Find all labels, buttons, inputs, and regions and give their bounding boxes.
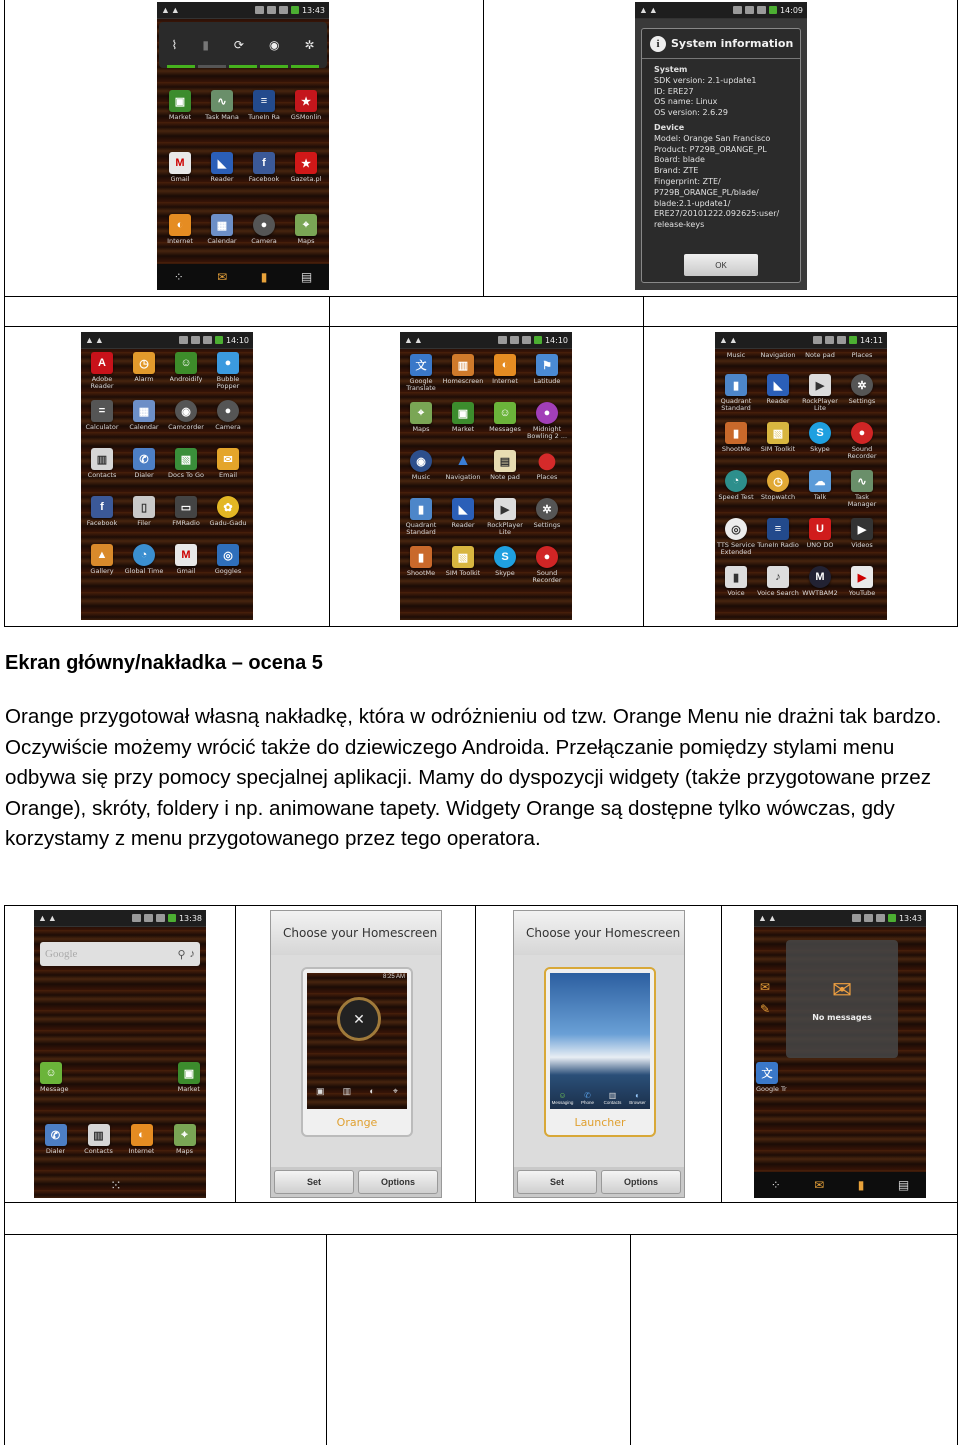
- app-message[interactable]: ☺ Message: [40, 1062, 93, 1100]
- app-gazeta[interactable]: ★ Gazeta.pl: [285, 152, 327, 190]
- app-shootme[interactable]: ▮ ShootMe: [400, 546, 442, 584]
- note-icon[interactable]: ▤: [300, 270, 313, 284]
- app-gadu-gadu[interactable]: ✿ Gadu-Gadu: [207, 496, 249, 534]
- info-line: Fingerprint: ZTE/: [654, 176, 721, 186]
- power-control-widget: [159, 22, 327, 68]
- info-line: SDK version: 2.1-update1: [654, 75, 757, 85]
- screenshot-home-widget: [157, 2, 329, 290]
- info-line: OS name: Linux: [654, 97, 718, 107]
- table-line: [4, 296, 958, 297]
- internet-icon: ◐: [169, 214, 191, 236]
- side-shortcuts: [760, 980, 770, 1016]
- internet-icon: ◐: [131, 1124, 153, 1146]
- apps-icon[interactable]: ⁘: [770, 1178, 781, 1192]
- app-shootme[interactable]: ▮ ShootMe: [715, 422, 757, 460]
- app-skype[interactable]: S Skype: [799, 422, 841, 460]
- app-grid: [715, 374, 883, 604]
- app-videos[interactable]: ▶ Videos: [841, 518, 883, 556]
- battery-icon: [888, 914, 896, 922]
- app-wwtbam[interactable]: M WWTBAM2: [799, 566, 841, 604]
- app-internet[interactable]: ◐ Internet: [120, 1124, 163, 1162]
- app-camera[interactable]: ● Camera: [243, 214, 285, 252]
- gmail-icon: M: [175, 544, 197, 566]
- app-reader[interactable]: ◣ Reader: [442, 498, 484, 536]
- app-voice-search[interactable]: ♪ Voice Search: [757, 566, 799, 604]
- set-button[interactable]: Set: [517, 1170, 597, 1194]
- status-bar: [400, 332, 572, 349]
- bluetooth-icon[interactable]: ▮: [202, 38, 209, 52]
- table-line: [4, 626, 958, 627]
- status-bar: [81, 332, 253, 349]
- warning-icon: ▲▲: [404, 335, 424, 345]
- app-filer[interactable]: ▯ Filer: [123, 496, 165, 534]
- homescreen-icon: ▥: [452, 354, 474, 376]
- internet-icon: ◐: [494, 354, 516, 376]
- app-midnight-bowling[interactable]: ● Midnight Bowling 2 ...: [526, 402, 568, 440]
- screenshot-app-drawer-1: [81, 332, 253, 620]
- app-docs-to-go[interactable]: ▧ Docs To Go: [165, 448, 207, 486]
- speedometer-icon: ◔: [725, 470, 747, 492]
- status-time: 14:10: [225, 335, 249, 345]
- tunein-icon: ≡: [253, 90, 275, 112]
- info-line: ID: ERE27: [654, 86, 694, 96]
- docs-to-go-icon: ▧: [175, 448, 197, 470]
- videos-icon: ▶: [851, 518, 873, 540]
- battery-icon: [534, 336, 542, 344]
- set-button[interactable]: Set: [274, 1170, 354, 1194]
- app-youtube[interactable]: ▶ YouTube: [841, 566, 883, 604]
- edit-icon[interactable]: ✎: [760, 1002, 771, 1016]
- camera-icon: ●: [253, 214, 275, 236]
- app-sound-recorder[interactable]: ● Sound Recorder: [841, 422, 883, 460]
- mini-time: 8:25 AM: [382, 974, 405, 980]
- partial-label: Music: [726, 352, 746, 359]
- status-time: 14:10: [544, 335, 568, 345]
- section-system: System: [654, 65, 688, 74]
- dock: [754, 1172, 926, 1198]
- app-contacts[interactable]: ▥ Contacts: [77, 1124, 120, 1162]
- status-bar: [34, 910, 206, 927]
- table-line: [4, 1202, 958, 1203]
- places-icon: ⬤: [538, 453, 556, 470]
- wwtbam-icon: M: [809, 566, 831, 588]
- table-line: [630, 1234, 631, 1445]
- app-goggles[interactable]: ◎ Goggles: [207, 544, 249, 582]
- status-bar: [715, 332, 887, 349]
- app-voice[interactable]: ▮ Voice: [715, 566, 757, 604]
- voice-icon: ▮: [725, 566, 747, 588]
- uno-icon: U: [809, 518, 831, 540]
- tunein-icon: ≡: [767, 518, 789, 540]
- goggles-icon: ◎: [217, 544, 239, 566]
- table-line: [4, 1234, 958, 1235]
- app-latitude[interactable]: ⚑ Latitude: [526, 354, 568, 392]
- dock: [157, 264, 329, 290]
- screenshot-app-drawer-3: [715, 332, 887, 620]
- status-bar: [157, 2, 329, 19]
- warning-icon: ▲▲: [38, 913, 58, 923]
- sim-toolkit-icon: ▧: [452, 546, 474, 568]
- no-messages-text: No messages: [812, 1013, 872, 1022]
- screenshot-app-drawer-2: [400, 332, 572, 620]
- tts-icon: ◎: [725, 518, 747, 540]
- status-bar: [635, 2, 807, 19]
- warning-icon: ▲▲: [639, 5, 659, 15]
- adobe-reader-icon: A: [91, 352, 113, 374]
- app-note-pad[interactable]: ▤ Note pad: [484, 450, 526, 488]
- table-line: [4, 0, 5, 627]
- battery-icon: [215, 336, 223, 344]
- quadrant-icon: ▮: [725, 374, 747, 396]
- music-icon: ◉: [410, 450, 432, 472]
- phone-icon[interactable]: ▮: [857, 1178, 865, 1192]
- app-rockplayer[interactable]: ▶ RockPlayer Lite: [799, 374, 841, 412]
- app-internet[interactable]: ◐ Internet: [484, 354, 526, 392]
- phone-icon[interactable]: ▮: [260, 270, 268, 284]
- app-quadrant[interactable]: ▮ Quadrant Standard: [715, 374, 757, 412]
- app-facebook[interactable]: f Facebook: [243, 152, 285, 190]
- table-line: [329, 296, 330, 626]
- microphone-icon: ●: [851, 422, 873, 444]
- preview-card-orange[interactable]: 8:25 AM ✕ ▣ ▥ ◐ ⌖ Orange: [301, 967, 413, 1137]
- dialog-title: System information: [671, 37, 794, 50]
- info-line: Product: P729B_ORANGE_PL: [654, 144, 767, 154]
- translate-icon: 文: [410, 354, 432, 376]
- alarm-icon: ◷: [133, 352, 155, 374]
- app-music[interactable]: ◉ Music: [400, 450, 442, 488]
- settings-icon: ✲: [851, 374, 873, 396]
- fmradio-icon: ▭: [175, 496, 197, 518]
- screenshot-homescreen-chooser-orange: [270, 910, 442, 1198]
- reader-icon: ◣: [452, 498, 474, 520]
- app-adobe-reader[interactable]: A Adobe Reader: [81, 352, 123, 390]
- partial-label: Note pad: [805, 352, 835, 359]
- navigation-icon: ▲: [455, 452, 471, 469]
- app-sim-toolkit[interactable]: ▧ SIM Toolkit: [757, 422, 799, 460]
- app-grid: [400, 354, 568, 584]
- shortcut-row-2: [34, 1124, 206, 1162]
- warning-icon: ▲▲: [719, 335, 739, 345]
- microphone-icon: ●: [536, 546, 558, 568]
- warning-icon: ▲▲: [758, 913, 778, 923]
- info-icon: i: [650, 36, 666, 52]
- rockplayer-icon: ▶: [809, 374, 831, 396]
- app-maps[interactable]: ⌖ Maps: [400, 402, 442, 440]
- mail-icon[interactable]: ✉: [217, 270, 228, 284]
- section-device: Device: [654, 122, 685, 132]
- search-icon[interactable]: ⚲: [177, 948, 186, 961]
- clock-icon: ✕: [337, 997, 381, 1041]
- envelope-icon: ✉: [831, 977, 853, 1004]
- partial-label: Places: [851, 352, 873, 359]
- notepad-icon: ▤: [494, 450, 516, 472]
- bubble-popper-icon: ●: [217, 352, 239, 374]
- mini-label: Browser: [629, 1100, 646, 1105]
- market-icon: ▣: [169, 90, 191, 112]
- app-dialer[interactable]: ✆ Dialer: [123, 448, 165, 486]
- ok-button[interactable]: OK: [684, 254, 758, 276]
- gsmonline-icon: ★: [295, 90, 317, 112]
- bowling-icon: ●: [536, 402, 558, 424]
- facebook-icon: f: [91, 496, 113, 518]
- app-maps[interactable]: ⌖ Maps: [285, 214, 327, 252]
- app-sim-toolkit[interactable]: ▧ SIM Toolkit: [442, 546, 484, 584]
- market-icon: ▣: [452, 402, 474, 424]
- quadrant-icon: ▮: [410, 498, 432, 520]
- search-input[interactable]: Google: [45, 948, 78, 960]
- contacts-icon: ▥: [88, 1124, 110, 1146]
- info-line: blade:2.1-update1/: [654, 198, 731, 208]
- chooser-title: Choose your Homescreen: [271, 911, 441, 955]
- task-manager-icon: ∿: [851, 470, 873, 492]
- app-alarm[interactable]: ◷ Alarm: [123, 352, 165, 390]
- translate-icon: 文: [756, 1062, 778, 1084]
- shootme-icon: ▮: [725, 422, 747, 444]
- app-google-translate[interactable]: 文 Google Translate: [400, 354, 442, 392]
- market-icon: ▣: [178, 1062, 200, 1084]
- dialer-icon: ✆: [133, 448, 155, 470]
- screenshot-homescreen-chooser-launcher: [513, 910, 685, 1198]
- preview-card-launcher[interactable]: ☺ Messaging ✆ Phone ▥ Contacts ◐ Browser Launcher: [544, 967, 656, 1137]
- table-line: [4, 905, 5, 1445]
- note-icon[interactable]: ▤: [897, 1178, 910, 1192]
- maps-icon: ⌖: [410, 402, 432, 424]
- status-time: 13:43: [898, 913, 922, 923]
- button-row: [514, 1167, 684, 1197]
- section-heading: Ekran główny/nakładka – ocena 5: [5, 652, 323, 674]
- info-line: Model: Orange San Francisco: [654, 133, 771, 143]
- reader-icon: ◣: [767, 374, 789, 396]
- shortcut-row-1: [40, 1062, 200, 1100]
- table-line: [643, 296, 644, 626]
- gallery-icon: ▲: [91, 544, 113, 566]
- google-search-widget[interactable]: [40, 942, 200, 966]
- calendar-icon: ▦: [133, 400, 155, 422]
- preview-caption: Launcher: [574, 1116, 626, 1129]
- mic-icon[interactable]: ♪: [189, 948, 195, 960]
- table-line: [326, 1234, 327, 1445]
- app-tunein[interactable]: ≡ TuneIn Ra: [243, 90, 285, 128]
- app-market[interactable]: ▣ Market: [147, 1062, 200, 1100]
- app-settings[interactable]: ✲ Settings: [841, 374, 883, 412]
- sim-toolkit-icon: ▧: [767, 422, 789, 444]
- warning-icon: ▲▲: [85, 335, 105, 345]
- info-line: ERE27/20101222.092625:user/: [654, 209, 780, 219]
- app-calendar[interactable]: ▦ Calendar: [201, 214, 243, 252]
- app-grid: [159, 90, 327, 252]
- app-maps[interactable]: ⌖ Maps: [163, 1124, 206, 1162]
- app-email[interactable]: ✉ Email: [207, 448, 249, 486]
- rockplayer-icon: ▶: [494, 498, 516, 520]
- filer-icon: ▯: [133, 496, 155, 518]
- info-line: Brand: ZTE: [654, 166, 699, 176]
- app-tts-service[interactable]: ◎ TTS Service Extended: [715, 518, 757, 556]
- table-line: [957, 0, 958, 627]
- button-row: [271, 1167, 441, 1197]
- app-contacts[interactable]: ▥ Contacts: [81, 448, 123, 486]
- screenshot-messages-widget: [754, 910, 926, 1198]
- app-androidify[interactable]: ☺ Androidify: [165, 352, 207, 390]
- messages-icon: ☺: [494, 402, 516, 424]
- battery-icon: [291, 6, 299, 14]
- warning-icon: ▲▲: [161, 5, 181, 15]
- talk-icon: ☁: [809, 470, 831, 492]
- facebook-icon: f: [253, 152, 275, 174]
- app-quadrant[interactable]: ▮ Quadrant Standard: [400, 498, 442, 536]
- app-skype[interactable]: S Skype: [484, 546, 526, 584]
- app-internet[interactable]: ◐ Internet: [159, 214, 201, 252]
- global-time-icon: ◔: [133, 544, 155, 566]
- stopwatch-icon: ◷: [767, 470, 789, 492]
- maps-icon: ⌖: [174, 1124, 196, 1146]
- apps-icon[interactable]: ⁘: [173, 270, 184, 284]
- screenshot-home-screen: [34, 910, 206, 1198]
- app-homescreen[interactable]: ▥ Homescreen: [442, 354, 484, 392]
- app-messages[interactable]: ☺ Messages: [484, 402, 526, 440]
- app-stopwatch[interactable]: ◷ Stopwatch: [757, 470, 799, 508]
- wifi-icon[interactable]: ⌇: [171, 38, 178, 52]
- app-rockplayer[interactable]: ▶ RockPlayer Lite: [484, 498, 526, 536]
- app-speed-test[interactable]: ◔ Speed Test: [715, 470, 757, 508]
- app-market[interactable]: ▣ Market: [442, 402, 484, 440]
- app-global-time[interactable]: ◔ Global Time: [123, 544, 165, 582]
- chooser-title: Choose your Homescreen: [514, 911, 684, 955]
- youtube-icon: ▶: [851, 566, 873, 588]
- dialer-icon: ✆: [45, 1124, 67, 1146]
- sync-icon[interactable]: ⟳: [233, 38, 244, 52]
- status-bar: [754, 910, 926, 927]
- app-tunein-radio[interactable]: ≡ TuneIn Radio: [757, 518, 799, 556]
- camcorder-icon: ◉: [175, 400, 197, 422]
- info-line: release-keys: [654, 220, 705, 230]
- gmail-icon: M: [169, 152, 191, 174]
- app-task-manager[interactable]: ∿ Task Manager: [841, 470, 883, 508]
- table-line: [4, 326, 958, 327]
- app-uno-do[interactable]: U UNO DO: [799, 518, 841, 556]
- app-facebook[interactable]: f Facebook: [81, 496, 123, 534]
- microphone-icon: ♪: [767, 566, 789, 588]
- system-info-dialog: [641, 28, 801, 283]
- shootme-icon: ▮: [410, 546, 432, 568]
- status-time: 14:11: [859, 335, 883, 345]
- table-line: [483, 0, 484, 296]
- task-manager-icon: ∿: [211, 90, 233, 112]
- app-gallery[interactable]: ▲ Gallery: [81, 544, 123, 582]
- app-reader[interactable]: ◣ Reader: [201, 152, 243, 190]
- app-gsmonline[interactable]: ★ GSMonlin: [285, 90, 327, 128]
- app-navigation[interactable]: ▲ Navigation: [445, 452, 481, 481]
- calendar-icon: ▦: [211, 214, 233, 236]
- app-camcorder[interactable]: ◉ Camcorder: [165, 400, 207, 438]
- info-line: P729B_ORANGE_PL/blade/: [654, 187, 759, 197]
- androidify-icon: ☺: [175, 352, 197, 374]
- app-grid: [81, 352, 249, 582]
- app-task-manager[interactable]: ∿ Task Mana: [201, 90, 243, 128]
- settings-icon: ✲: [536, 498, 558, 520]
- brightness-icon[interactable]: ✲: [304, 38, 315, 52]
- preview-caption: Orange: [336, 1116, 378, 1129]
- app-talk[interactable]: ☁ Talk: [799, 470, 841, 508]
- status-time: 13:38: [178, 913, 202, 923]
- latitude-icon: ⚑: [536, 354, 558, 376]
- app-fmradio[interactable]: ▭ FMRadio: [165, 496, 207, 534]
- skype-icon: S: [809, 422, 831, 444]
- app-calculator[interactable]: = Calculator: [81, 400, 123, 438]
- table-line: [4, 905, 958, 906]
- app-gmail[interactable]: M Gmail: [165, 544, 207, 582]
- skype-icon: S: [494, 546, 516, 568]
- messages-widget[interactable]: [786, 940, 898, 1058]
- app-google-translate[interactable]: 文 Google Tr: [756, 1062, 787, 1100]
- dialog-body: [642, 59, 800, 237]
- maps-icon: ⌖: [295, 214, 317, 236]
- table-line: [721, 905, 722, 1203]
- table-line: [235, 905, 236, 1203]
- battery-icon: [769, 6, 777, 14]
- app-reader[interactable]: ◣ Reader: [757, 374, 799, 412]
- gazeta-icon: ★: [295, 152, 317, 174]
- info-line: OS version: 2.6.29: [654, 108, 728, 118]
- email-icon: ✉: [217, 448, 239, 470]
- app-calendar[interactable]: ▦ Calendar: [123, 400, 165, 438]
- partial-label: Navigation: [760, 352, 796, 359]
- gadu-gadu-icon: ✿: [217, 496, 239, 518]
- battery-icon: [168, 914, 176, 922]
- mail-icon[interactable]: ✉: [760, 980, 771, 994]
- contacts-icon: ▥: [91, 448, 113, 470]
- table-line: [475, 905, 476, 1203]
- app-dialer[interactable]: ✆ Dialer: [34, 1124, 77, 1162]
- mail-icon[interactable]: ✉: [814, 1178, 825, 1192]
- app-sound-recorder[interactable]: ● Sound Recorder: [526, 546, 568, 584]
- mini-label: Contacts: [603, 1100, 622, 1105]
- app-drawer-icon[interactable]: ⁙: [110, 1177, 122, 1193]
- app-places[interactable]: ⬤ Places: [526, 450, 568, 488]
- app-bubble-popper[interactable]: ● Bubble Popper: [207, 352, 249, 390]
- info-line: Board: blade: [654, 155, 705, 165]
- status-time: 14:09: [779, 5, 803, 15]
- options-button[interactable]: Options: [358, 1170, 438, 1194]
- camera-icon: ●: [217, 400, 239, 422]
- mini-label: Phone: [580, 1100, 594, 1105]
- messages-icon: ☺: [40, 1062, 62, 1084]
- calculator-icon: =: [91, 400, 113, 422]
- gps-icon[interactable]: ◉: [268, 38, 280, 52]
- mini-label: Messaging: [551, 1100, 574, 1105]
- reader-icon: ◣: [211, 152, 233, 174]
- body-paragraph: Orange przygotował własną nakładkę, która w odróżnieniu od tzw. Orange Menu nie drażni tak bardzo. Oczywiście możemy wrócić także do dziewiczego Androida. Przełączanie pomiędzy stylami menu odbywa się przy pomocy specjalnej aplikacji. Mamy do dyspozycji widgety (także przygotowane przez Orange), skróty, foldery i np. animowane tapety. Widgety Orange są dostępne tylko wówczas, gdy korzystamy z menu przygotowanego przez tego operatora.: [5, 705, 942, 850]
- app-gmail[interactable]: M Gmail: [159, 152, 201, 190]
- battery-icon: [849, 336, 857, 344]
- app-market[interactable]: ▣ Market: [159, 90, 201, 128]
- options-button[interactable]: Options: [601, 1170, 681, 1194]
- table-line: [957, 905, 958, 1445]
- app-camera[interactable]: ● Camera: [207, 400, 249, 438]
- app-settings[interactable]: ✲ Settings: [526, 498, 568, 536]
- status-time: 13:43: [301, 5, 325, 15]
